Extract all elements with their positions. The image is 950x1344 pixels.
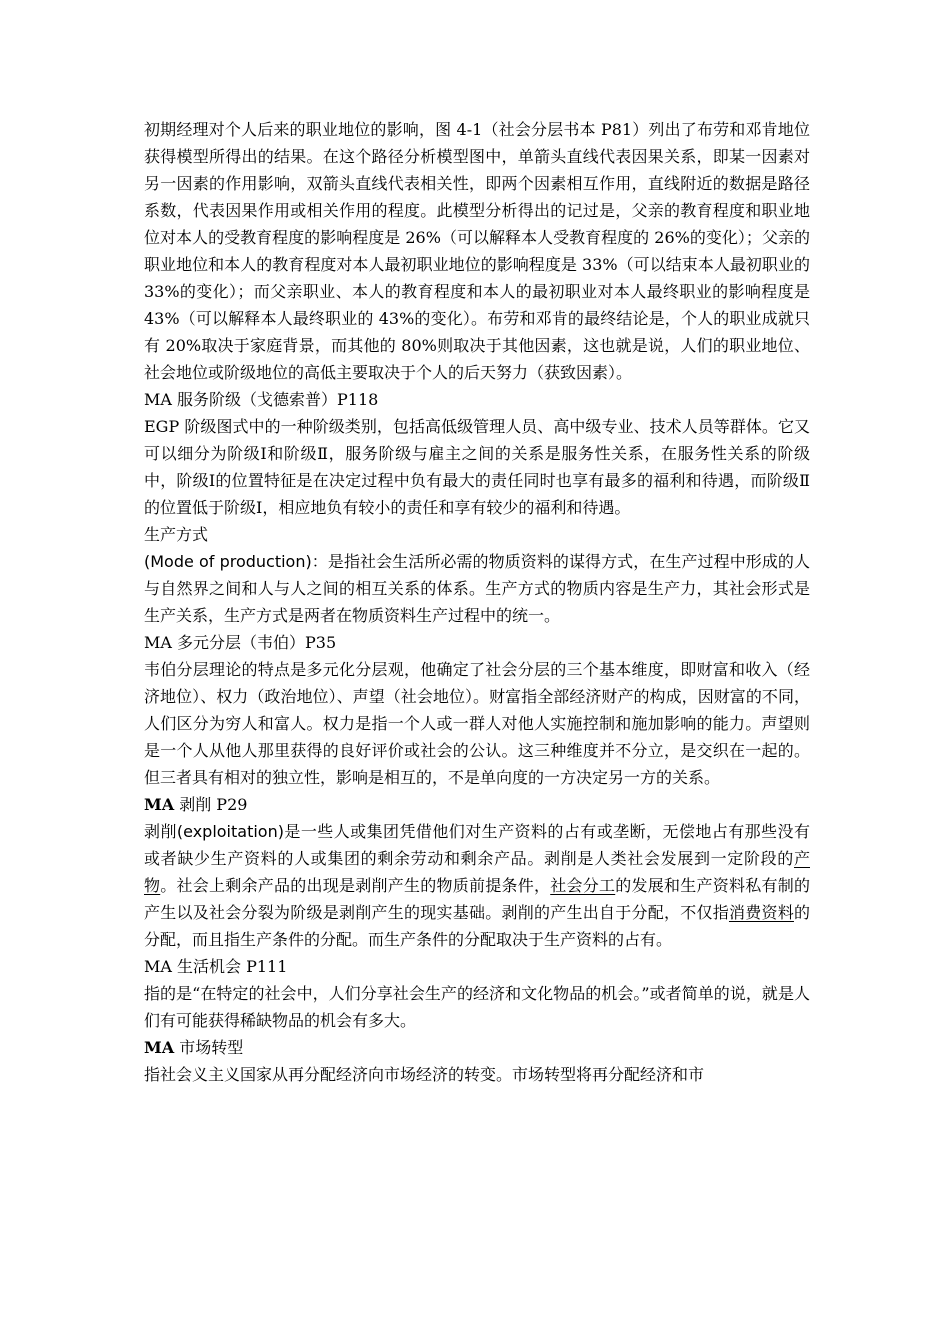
exploitation-term: 剥削 xyxy=(144,822,177,841)
heading-market-transition xyxy=(144,1034,810,1061)
heading-multiple-stratification: MA 多元分层（韦伯）P35 xyxy=(144,633,337,652)
paragraph-life-chances: 指的是“在特定的社会中，人们分享社会生产的经济和文化物品的机会。”或者简单的说，就是人们有可能获得稀缺物品的机会有多大。 xyxy=(144,984,810,1030)
heading-life-chances: MA 生活机会 P111 xyxy=(144,957,288,976)
link-consumer-goods[interactable]: 消费资料 xyxy=(728,903,794,922)
heading-exploitation-ma: MA xyxy=(144,795,175,814)
mode-of-production-definition: ：是指社会生活所必需的物质资料的谋得方式，在生产过程中形成的人与自然界之间和人与人之间的相互关系的体系。生产方式的物质内容是生产力，其社会形式是生产关系，生产方式是两者在物质资料生产过程中的统一。 xyxy=(144,552,810,625)
paragraph-exploitation xyxy=(144,818,810,953)
exploitation-text-3: 的发展和生产资料私有制的产生以及社会分裂为阶级是剥削产生的现实基础。剥削的产生出自于分配，不仅指 xyxy=(144,876,810,922)
link-product[interactable]: 产物 xyxy=(144,849,810,895)
heading-service-class: MA 服务阶级（戈德索普）P118 xyxy=(144,390,379,409)
heading-exploitation-text: 剥削 P29 xyxy=(174,795,248,814)
paragraph-market-transition: 指社会义主义国家从再分配经济向市场经济的转变。市场转型将再分配经济和市 xyxy=(144,1065,705,1084)
paragraph-multiple-stratification: 韦伯分层理论的特点是多元化分层观，他确定了社会分层的三个基本维度，即财富和收入（经济地位）、权力（政治地位）、声望（社会地位）。财富指全部经济财产的构成，因财富的不同，人们区分为穷人和富人。权力是指一个人或一群人对他人实施控制和施加影响的能力。声望则是一个人从他人那里获得的良好评价或社会的公认。这三种维度并不分立，是交织在一起的。但三者具有相对的独立性，影响是相互的，不是单向度的一方决定另一方的关系。 xyxy=(144,660,810,787)
paragraph-status-attainment: 初期经理对个人后来的职业地位的影响，图 4-1（社会分层书本 P81）列出了布劳和邓肯地位获得模型所得出的结果。在这个路径分析模型图中，单箭头直线代表因果关系，即某一因素对另一因素的作用影响，双箭头直线代表相关性，即两个因素相互作用，直线附近的数据是路径系数，代表因果作用或相关作用的程度。此模型分析得出的记过是，父亲的教育程度和职业地位对本人的受教育程度的影响程度是 26%（可以解释本人受教育程度的 26%的变化）；父亲的职业地位和本人的教育程度对本人最初职业地位的影响程度是 33%（可以结束本人最初职业的 33%的变化）；而父亲职业、本人的教育程度和本人的最初职业对本人最终职业的影响程度是 43%（可以解释本人最终职业的 43%的变化）。布劳和邓肯的最终结论是，个人的职业成就只有 20%取决于家庭背景，而其他的 80%则取决于其他因素，这也就是说，人们的职业地位、社会地位或阶级地位的高低主要取决于个人的后天努力（获致因素）。 xyxy=(144,120,810,382)
exploitation-english-term: (exploitation) xyxy=(176,822,284,841)
heading-market-text: 市场转型 xyxy=(174,1038,244,1057)
paragraph-mode-of-production xyxy=(144,548,810,629)
paragraph-service-class: EGP 阶级图式中的一种阶级类别，包括高低级管理人员、高中级专业、技术人员等群体。它又可以细分为阶级Ⅰ和阶级Ⅱ，服务阶级与雇主之间的关系是服务性关系，在服务性关系的阶级中，阶级Ⅰ的位置特征是在决定过程中负有最大的责任同时也享有最多的福利和待遇，而阶级Ⅱ的位置低于阶级Ⅰ，相应地负有较小的责任和享有较少的福利和待遇。 xyxy=(144,417,810,517)
exploitation-text-1: 是一些人或集团凭借他们对生产资料的占有或垄断，无偿地占有那些没有或者缺少生产资料的人或集团的剩余劳动和剩余产品。剥削是人类社会发展到一定阶段的 xyxy=(144,822,810,868)
mode-of-production-english-term: (Mode of production) xyxy=(144,552,312,571)
exploitation-text-2: 。社会上剩余产品的出现是剥削产生的物质前提条件， xyxy=(160,876,551,895)
heading-mode-of-production: 生产方式 xyxy=(144,525,209,544)
heading-market-ma: MA xyxy=(144,1038,175,1057)
exploitation-text-4: 的分配，而且指生产条件的分配。而生产条件的分配取决于生产资料的占有。 xyxy=(144,903,810,949)
document-body xyxy=(144,116,810,1088)
heading-exploitation xyxy=(144,791,810,818)
link-social-division-of-labor[interactable]: 社会分工 xyxy=(550,876,616,895)
